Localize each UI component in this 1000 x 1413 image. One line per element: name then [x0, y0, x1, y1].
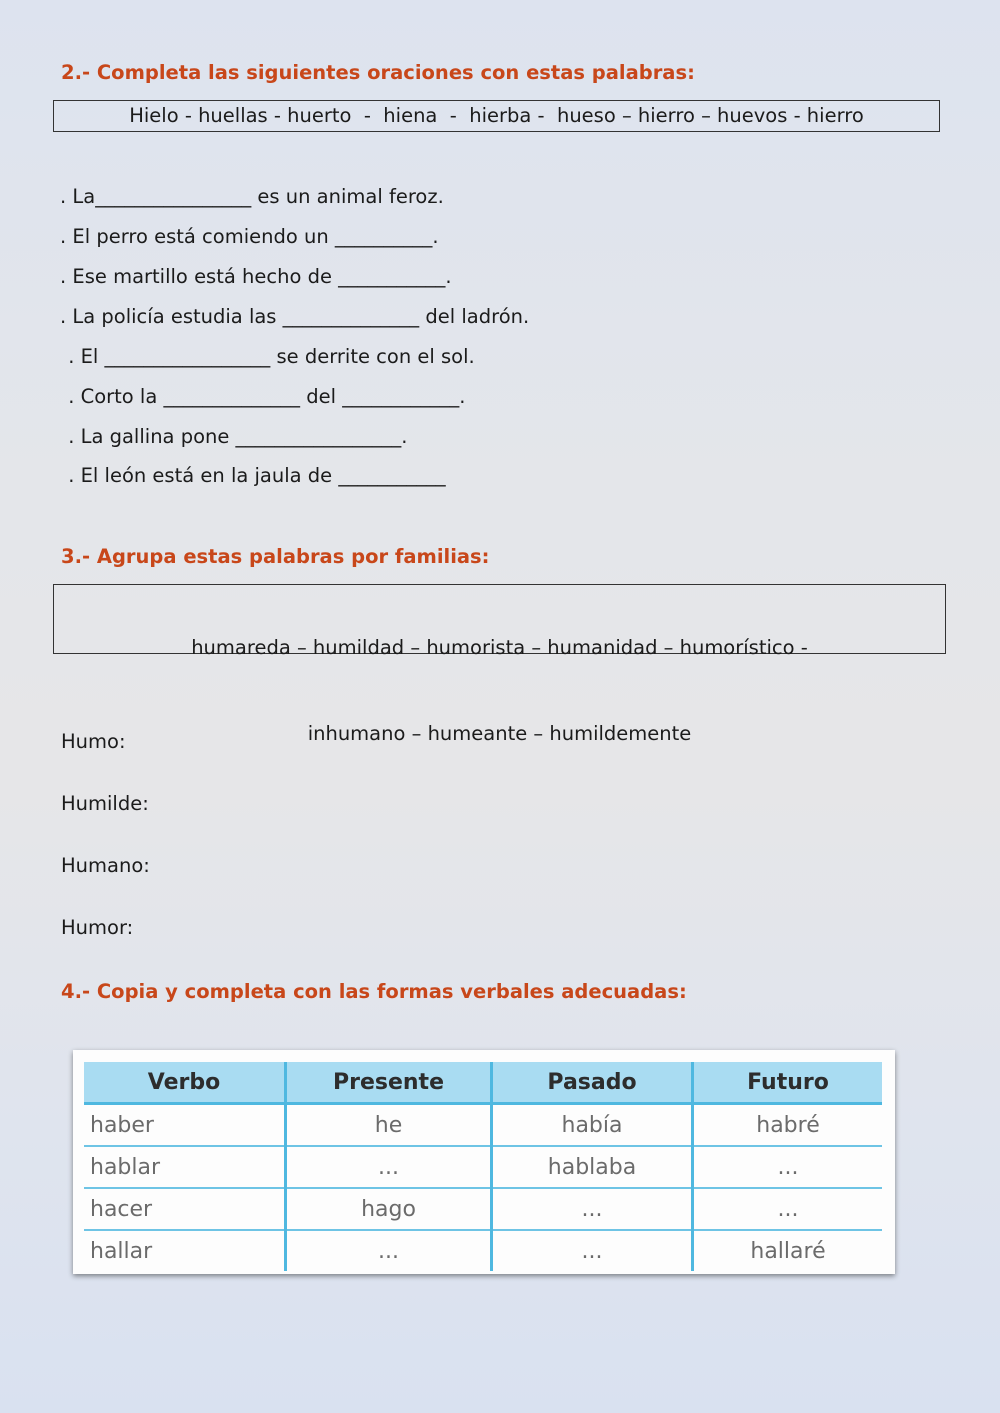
cell-present: he [286, 1104, 492, 1147]
cell-present: hago [286, 1188, 492, 1230]
cell-verb: hallar [84, 1230, 286, 1271]
cell-future: ... [693, 1146, 883, 1188]
cell-verb: hacer [84, 1188, 286, 1230]
section-3-heading: 3.- Agrupa estas palabras por familias: [61, 545, 490, 568]
cell-verb: haber [84, 1104, 286, 1147]
cell-future: hallaré [750, 1238, 826, 1264]
cell-past: hablaba [492, 1146, 693, 1188]
sentence-4: . La policía estudia las ______________ del ladrón. [60, 305, 530, 328]
section-2-heading: 2.- Completa las siguientes oraciones con estas palabras: [61, 61, 695, 84]
sentence-6: . Corto la ______________ del ____________. [62, 385, 466, 408]
family-humor: Humor: [61, 916, 134, 939]
cell-future: ... [693, 1188, 883, 1230]
table-row [84, 1146, 882, 1188]
table-row [84, 1104, 882, 1147]
family-humano: Humano: [61, 854, 150, 877]
table-row [84, 1230, 882, 1271]
sentence-8: . El león está en la jaula de ___________ [62, 464, 446, 487]
section-2-word-bank: Hielo - huellas - huerto - hiena - hierba - hueso – hierro – huevos - hierro [53, 100, 940, 132]
word-bank-line-1: humareda – humildad – humorista – humanidad – humorístico - [191, 636, 808, 659]
header-verbo: Verbo [84, 1062, 286, 1104]
header-presente: Presente [286, 1062, 492, 1104]
cell-future: habré [693, 1104, 883, 1147]
header-pasado: Pasado [492, 1062, 693, 1104]
header-futuro: Futuro [693, 1062, 883, 1104]
cell-past: ... [492, 1188, 693, 1230]
cell-present: ... [286, 1146, 492, 1188]
section-4-heading: 4.- Copia y completa con las formas verbales adecuadas: [61, 980, 687, 1003]
cell-present: ... [286, 1230, 492, 1271]
cell-past: había [492, 1104, 693, 1147]
word-bank-line-2: inhumano – humeante – humildemente [307, 722, 692, 745]
sentence-7: . La gallina pone _________________. [62, 425, 408, 448]
section-3-word-bank [53, 584, 946, 745]
cell-past: ... [492, 1230, 693, 1271]
table-row [84, 1188, 882, 1230]
cell-verb: hablar [84, 1146, 286, 1188]
sentence-5: . El _________________ se derrite con el sol. [62, 345, 475, 368]
sentence-1: . La________________ es un animal feroz. [60, 185, 444, 208]
sentence-2: . El perro está comiendo un __________. [60, 225, 439, 248]
family-humo: Humo: [61, 730, 126, 753]
verb-table [84, 1062, 882, 1271]
family-humilde: Humilde: [61, 792, 149, 815]
table-header-row [84, 1062, 882, 1104]
sentence-3: . Ese martillo está hecho de ___________. [60, 265, 452, 288]
verb-table-card [73, 1050, 895, 1274]
